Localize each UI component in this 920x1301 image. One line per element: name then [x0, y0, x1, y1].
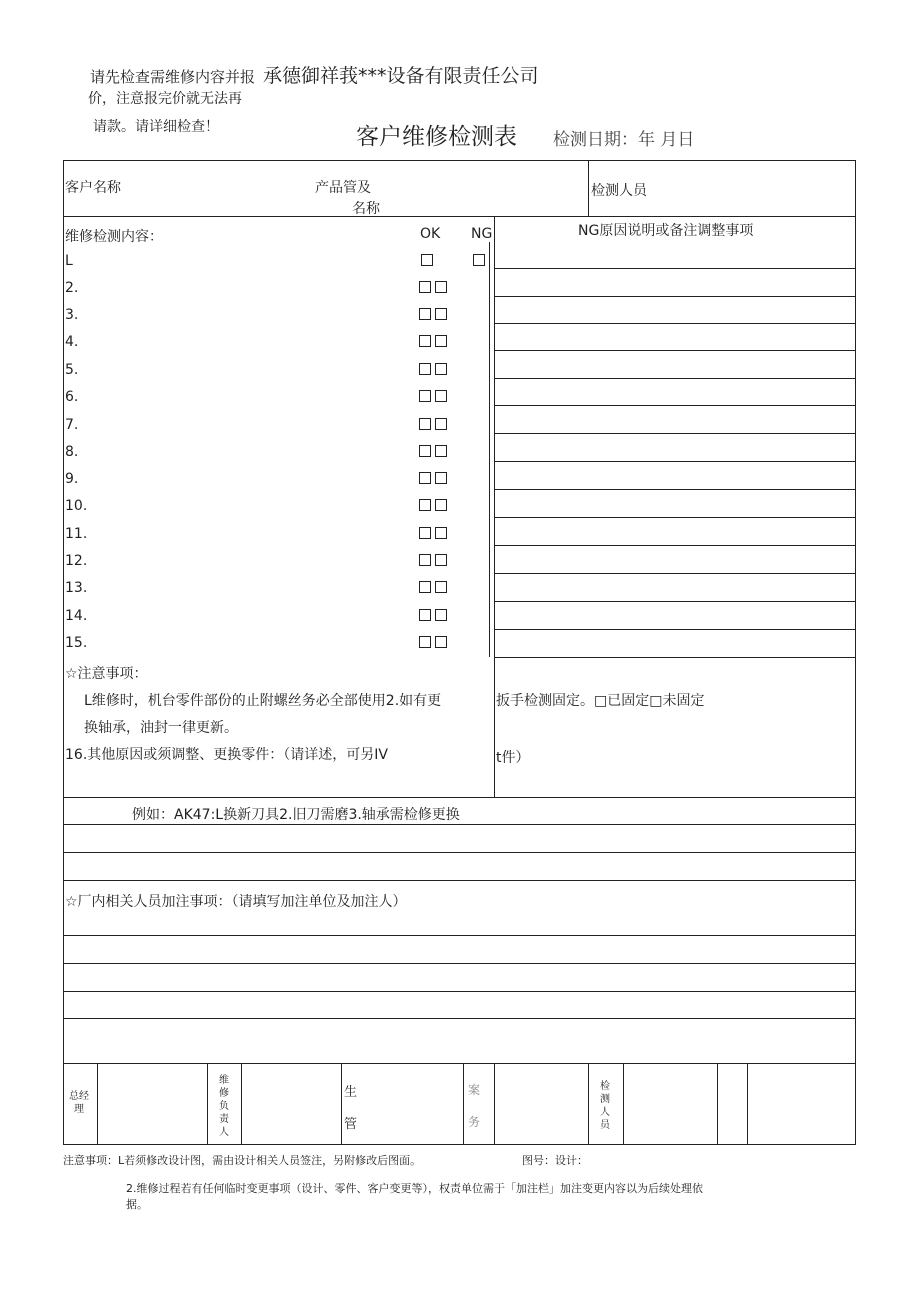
- ok-checkbox-12[interactable]: [419, 554, 431, 566]
- notes-line-1: L维修时，机台零件部份的止附螺丝务必全部使用2.如有更: [84, 693, 442, 709]
- checklist-item-1: L: [65, 253, 73, 269]
- ng-checkbox-5[interactable]: [435, 363, 447, 375]
- checklist-item-10: 10.: [65, 498, 88, 514]
- ok-checkbox-15[interactable]: [419, 636, 431, 648]
- checklist-item-14: 14.: [65, 608, 88, 624]
- product-name-label-2: 名称: [352, 201, 380, 217]
- ng-checkbox-10[interactable]: [435, 499, 447, 511]
- checklist-item-2: 2.: [65, 280, 79, 296]
- footer-note-2: 2.维修过程若有任何临时变更事项（设计、零件、客户变更等），权责单位需于「加注栏」加注变更内容以为后续处理依: [126, 1182, 703, 1195]
- checklist-item-13: 13.: [65, 580, 88, 596]
- customer-name-label: 客户名称: [65, 180, 121, 196]
- ng-checkbox-4[interactable]: [435, 335, 447, 347]
- price-note-line3: 请款。请详细检查！: [93, 119, 219, 135]
- ng-checkbox-6[interactable]: [435, 390, 447, 402]
- ng-checkbox-3[interactable]: [435, 308, 447, 320]
- ok-checkbox-1[interactable]: [421, 254, 433, 266]
- checklist-item-12: 12.: [65, 553, 88, 569]
- checklist-heading: 维修检测内容：: [65, 229, 163, 245]
- footer-note-2-cont: 据。: [126, 1198, 148, 1211]
- ng-checkbox-11[interactable]: [435, 527, 447, 539]
- footer-note-1: 注意事项：L若须修改设计图，需由设计相关人员签注，另附修改后图面。: [63, 1154, 422, 1167]
- inspection-date: 检测日期：年 月日: [553, 130, 695, 150]
- factory-note-heading: ☆厂内相关人员加注事项：（请填写加注单位及加注人）: [65, 894, 407, 910]
- repair-responsible-label: 维修负责人: [219, 1075, 229, 1138]
- checklist-item-11: 11.: [65, 526, 88, 542]
- ng-column-label: NG: [471, 226, 493, 242]
- product-name-label: 产品管及: [315, 180, 371, 196]
- ok-checkbox-9[interactable]: [419, 472, 431, 484]
- business-label-1: 案: [468, 1083, 481, 1097]
- checklist-item-5: 5.: [65, 362, 79, 378]
- ng-checkbox-12[interactable]: [435, 554, 447, 566]
- price-note-line2: 价，注意报完价就无法再: [88, 91, 242, 107]
- ng-checkbox-9[interactable]: [435, 472, 447, 484]
- notes-line-3: 16.其他原因或须调整、更换零件：（请详述，可另IV: [65, 747, 388, 763]
- ng-checkbox-15[interactable]: [435, 636, 447, 648]
- page-title: 客户维修检测表: [356, 124, 517, 150]
- ok-checkbox-5[interactable]: [419, 363, 431, 375]
- checklist-item-4: 4.: [65, 334, 79, 350]
- checklist-item-3: 3.: [65, 307, 79, 323]
- price-note-line1: 请先检查需维修内容并报: [90, 68, 256, 86]
- ok-checkbox-3[interactable]: [419, 308, 431, 320]
- company-name: 承德御祥莪***设备有限责任公司: [263, 65, 539, 87]
- ok-checkbox-8[interactable]: [419, 445, 431, 457]
- example-text: 例如：AK47:L换新刀具2.旧刀需磨3.轴承需检修更换: [132, 807, 460, 823]
- ng-checkbox-2[interactable]: [435, 281, 447, 293]
- ok-column-label: OK: [420, 226, 441, 242]
- ok-checkbox-13[interactable]: [419, 581, 431, 593]
- notes-right-1: 扳手检测固定。□已固定□未固定: [496, 693, 705, 709]
- ng-checkbox-14[interactable]: [435, 609, 447, 621]
- ng-checkbox-1[interactable]: [473, 254, 485, 266]
- inspector-sign-label: 检测人员: [600, 1081, 610, 1131]
- notes-right-2: t件）: [496, 750, 530, 766]
- ok-checkbox-4[interactable]: [419, 335, 431, 347]
- checklist-item-6: 6.: [65, 389, 79, 405]
- production-label-1: 生: [344, 1085, 358, 1100]
- ok-checkbox-14[interactable]: [419, 609, 431, 621]
- ok-checkbox-2[interactable]: [419, 281, 431, 293]
- checklist-item-8: 8.: [65, 444, 79, 460]
- business-label-2: 务: [468, 1115, 481, 1129]
- ng-checkbox-13[interactable]: [435, 581, 447, 593]
- drawing-number-label: 图号：设计：: [522, 1154, 588, 1167]
- production-label-2: 管: [344, 1117, 358, 1132]
- general-manager-label: 总经理: [69, 1091, 89, 1115]
- ng-checkbox-8[interactable]: [435, 445, 447, 457]
- checklist-item-15: 15.: [65, 635, 88, 651]
- checklist-item-9: 9.: [65, 471, 79, 487]
- ok-checkbox-6[interactable]: [419, 390, 431, 402]
- notes-line-2: 换轴承，油封一律更新。: [84, 720, 238, 736]
- notes-heading: ☆注意事项：: [65, 666, 148, 682]
- inspector-label: 检测人员: [591, 183, 647, 199]
- checklist-item-7: 7.: [65, 417, 79, 433]
- ng-note-heading: NG原因说明或备注调整事项: [578, 223, 754, 239]
- ok-checkbox-10[interactable]: [419, 499, 431, 511]
- ng-checkbox-7[interactable]: [435, 418, 447, 430]
- ok-checkbox-11[interactable]: [419, 527, 431, 539]
- ok-checkbox-7[interactable]: [419, 418, 431, 430]
